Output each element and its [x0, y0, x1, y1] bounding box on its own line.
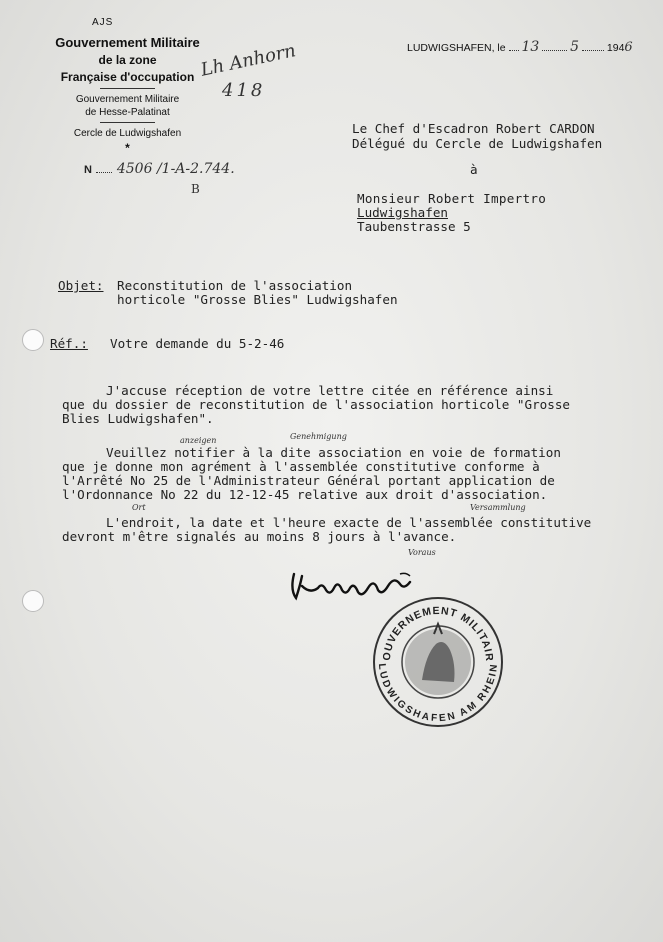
date-year-suffix: 6: [624, 40, 633, 55]
punch-hole-bottom: [22, 590, 44, 612]
letterhead-line5: de Hesse-Palatinat: [85, 107, 170, 118]
letterhead-rule2: [100, 122, 155, 123]
letterhead-line3: Française d'occupation: [60, 70, 195, 84]
date-year-prefix: 194: [606, 42, 625, 54]
letterhead-rule1: [100, 88, 155, 89]
annotation-genehmigung: Genehmigung: [290, 432, 347, 441]
handwritten-number: 418: [222, 80, 266, 101]
letterhead-ajs: AJS: [92, 17, 114, 28]
reference-number-line: [84, 160, 235, 178]
letterhead-line6: Cercle de Ludwigshafen: [73, 128, 182, 139]
subject-label: Objet:: [58, 278, 104, 293]
date-line: [407, 39, 633, 55]
ref-label: Réf.:: [50, 336, 88, 351]
punch-hole-top: [22, 329, 44, 351]
body-p2-line1: Veuillez notifier à la dite association en voie de formation: [106, 445, 561, 460]
letterhead-line1: Gouvernement Militaire: [55, 35, 200, 50]
body-p1-line3: Blies Ludwigshafen".: [62, 411, 214, 426]
stamp-top-text: OUVERNEMENT MILITAIR: [380, 604, 496, 663]
body-p2-line4: l'Ordonnance No 22 du 12-12-45 relative aux droit d'association.: [62, 487, 548, 502]
to-word: à: [470, 162, 478, 177]
letterhead-star: *: [125, 141, 130, 155]
ref-text: Votre demande du 5-2-46: [110, 336, 285, 351]
reference-prefix: N: [84, 164, 92, 176]
date-month: 5: [570, 39, 580, 55]
body-p2-line3: l'Arrêté No 25 de l'Administrateur Général portant application de: [62, 473, 555, 488]
subject-line2: horticole "Grosse Blies" Ludwigshafen: [117, 292, 398, 307]
annotation-versammlung: Versammlung: [470, 503, 526, 512]
handwritten-note-top: Lh Anhorn: [198, 40, 298, 81]
stamp-bottom-text: LUDWIGSHAFEN AM RHEIN: [375, 663, 501, 725]
date-day: 13: [521, 39, 540, 55]
reference-letter: B: [191, 182, 200, 196]
body-p1-line1: J'accuse réception de votre lettre citée en référence ainsi: [106, 383, 554, 398]
subject-line1: Reconstitution de l'association: [117, 278, 353, 293]
date-place: LUDWIGSHAFEN, le: [407, 42, 506, 54]
annotation-anzeigen: anzeigen: [180, 436, 217, 445]
letterhead-line2: de la zone: [98, 53, 157, 67]
recipient-line1: Monsieur Robert Impertro: [357, 191, 547, 206]
recipient-line3: Taubenstrasse 5: [357, 219, 471, 234]
body-p2-line2: que je donne mon agrément à l'assemblée constitutive conforme à: [62, 459, 540, 474]
reference-handwritten: 4506 /1-A-2.744.: [116, 161, 235, 177]
body-p3-line1: L'endroit, la date et l'heure exacte de l'assemblée constitutive: [106, 515, 592, 530]
sender-line2: Délégué du Cercle de Ludwigshafen: [352, 136, 603, 151]
official-stamp: [370, 594, 506, 734]
recipient-line2: Ludwigshafen: [357, 205, 448, 220]
letterhead-line4: Gouvernement Militaire: [75, 94, 180, 105]
body-p3-line2: devront m'être signalés au moins 8 jours à l'avance.: [62, 529, 457, 544]
body-p1-line2: que du dossier de reconstitution de l'association horticole "Grosse: [62, 397, 570, 412]
sender-line1: Le Chef d'Escadron Robert CARDON: [352, 121, 595, 136]
annotation-voraus: Voraus: [408, 548, 436, 557]
annotation-ort: Ort: [132, 503, 146, 512]
